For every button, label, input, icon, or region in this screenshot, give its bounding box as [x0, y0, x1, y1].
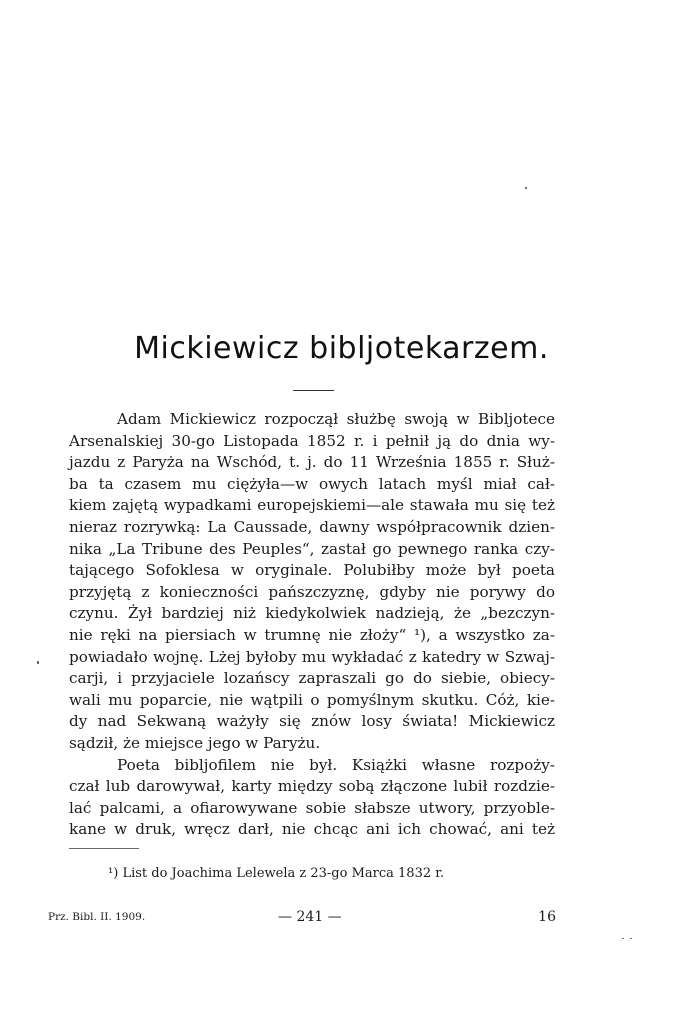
body-line: powiadało wojnę. Lżej byłoby mu wykładać z katedry w Szwaj- — [69, 647, 555, 666]
footer-page-number: — 241 — — [278, 909, 342, 925]
body-line: Arsenalskiej 30-go Listopada 1852 r. i pełnił ją do dnia wy- — [69, 431, 555, 450]
body-line: czynu. Żył bardziej niż kiedykolwiek nadzieją, że „bezczyn- — [69, 604, 555, 623]
footnote-marker: ¹) — [108, 866, 119, 881]
body-line: dy nad Sekwaną ważyły się znów losy świata! Mickiewicz — [69, 712, 555, 731]
scan-speck — [622, 938, 624, 939]
scan-speck — [525, 187, 527, 189]
body-line: jazdu z Paryża na Wschód, t. j. do 11 Września 1855 r. Służ- — [69, 453, 555, 472]
body-line: lać palcami, a ofiarowywane sobie słabsze utwory, przyoble- — [69, 798, 555, 817]
body-line: carji, i przyjaciele lozańscy zapraszali go do siebie, obiecy- — [69, 669, 555, 688]
footer-journal: Prz. Bibl. II. 1909. — [48, 911, 146, 923]
body-line: tającego Sofoklesa w oryginale. Polubiłby może był poeta — [69, 561, 555, 580]
body-line: Adam Mickiewicz rozpoczął służbę swoją w Bibljotece — [117, 410, 555, 428]
body-line: nika „La Tribune des Peuples“, zastał go pewnego ranka czy- — [69, 539, 555, 558]
scan-speck — [630, 938, 632, 939]
footer-signature: 16 — [538, 909, 556, 925]
article-title: Mickiewicz bibljotekarzem. — [134, 331, 549, 366]
footnote — [108, 866, 444, 881]
page-footer — [48, 909, 556, 927]
body-line: wali mu poparcie, nie wątpili o pomyślnym skutku. Cóż, kie- — [69, 690, 555, 709]
scan-speck — [37, 661, 39, 664]
body-line: kiem zajętą wypadkami europejskiemi—ale stawała mu się też — [69, 496, 555, 515]
body-line: nie ręki na piersiach w trumnę nie złoży“ ¹), a wszystko za- — [69, 625, 555, 644]
title-rule — [293, 390, 334, 391]
body-line: Poeta bibljofilem nie był. Książki własne rozpoży- — [117, 755, 555, 774]
footnote-rule — [69, 848, 139, 849]
body-line: kane w druk, wręcz darł, nie chcąc ani ich chować, ani też — [69, 820, 555, 839]
body-line: ba ta czasem mu ciężyła—w owych latach myśl miał cał- — [69, 474, 555, 493]
article-body — [69, 409, 555, 841]
footnote-text: List do Joachima Lelewela z 23-go Marca 1832 r. — [122, 866, 445, 881]
body-line: przyjętą z konieczności pańszczyznę, gdyby nie porywy do — [69, 582, 555, 601]
body-line: czał lub darowywał, karty między sobą złączone lubił rozdzie- — [69, 777, 555, 796]
body-line: nieraz rozrywką: La Caussade, dawny współpracownik dzien- — [69, 517, 555, 536]
body-line: sądził, że miejsce jego w Paryżu. — [69, 733, 321, 752]
